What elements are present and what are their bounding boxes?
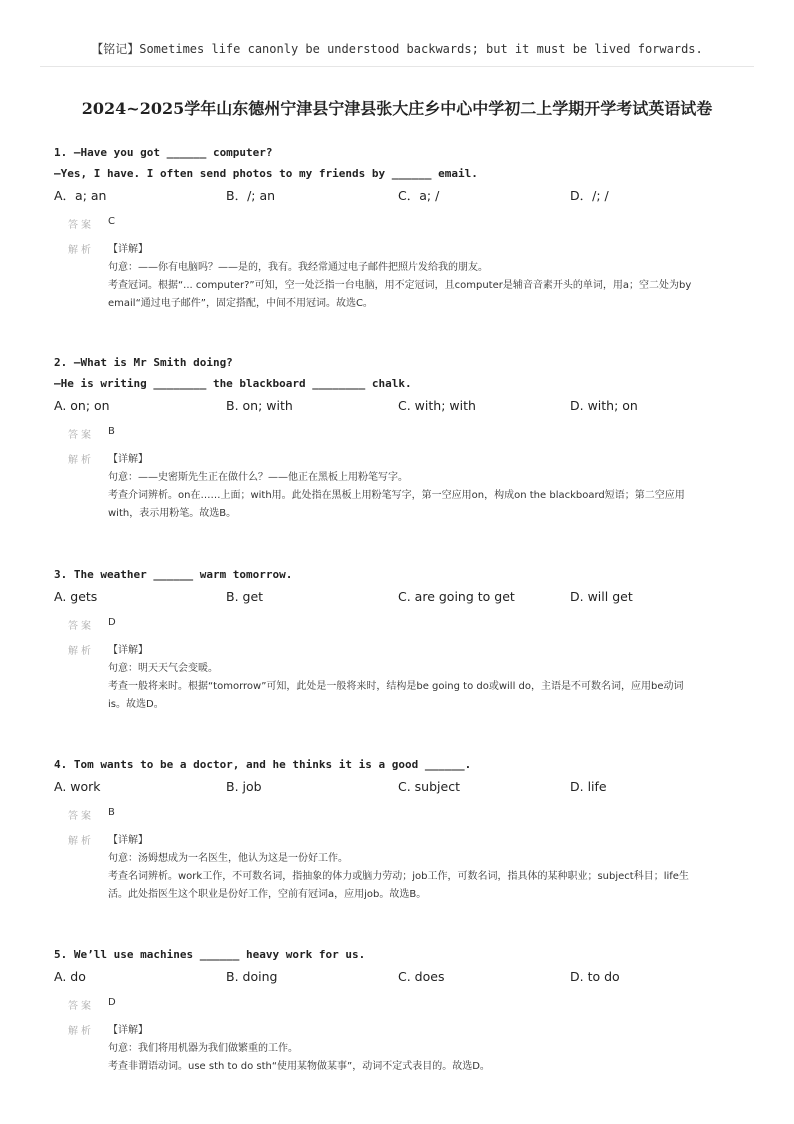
- analysis-line: 考查名词辨析。work工作，不可数名词，指抽象的体力或脑力劳动；job工作，可数名词，指具体的某种职业；subject科目；life生: [108, 871, 689, 882]
- analysis-row: [68, 642, 744, 714]
- analysis-line: 句意：——史密斯先生正在做什么？——他正在黑板上用粉笔写字。: [108, 472, 408, 483]
- answer-value: D: [108, 617, 116, 628]
- analysis-body: [108, 642, 718, 714]
- answer-row: [68, 807, 744, 822]
- option-a: A. on; on: [54, 397, 110, 413]
- analysis-body: [108, 451, 718, 523]
- answer-row: [68, 617, 744, 632]
- analysis-row: [68, 451, 744, 523]
- page-title: 2024~2025学年山东德州宁津县宁津县张大庄乡中心中学初二上学期开学考试英语试卷: [81, 99, 713, 118]
- analysis-line: 句意：——你有电脑吗？——是的，我有。我经常通过电子邮件把照片发给我的朋友。: [108, 262, 488, 273]
- analysis-line: with，表示用粉笔。故选B。: [108, 508, 237, 519]
- analysis-line: 考查非谓语动词。use sth to do sth“使用某物做某事”，动词不定式表目的。故选D。: [108, 1061, 490, 1072]
- analysis-line: 句意：明天天气会变暖。: [108, 663, 218, 674]
- header-divider: [40, 66, 754, 67]
- analysis-label: 解析: [68, 1026, 94, 1037]
- option-a: A．a; an: [54, 188, 107, 203]
- question-3: [54, 564, 744, 714]
- question-stem-line: 2. —What is Mr Smith doing?: [54, 356, 233, 369]
- analysis-line: 句意：我们将用机器为我们做繁重的工作。: [108, 1043, 298, 1054]
- analysis-line: 考查介词辨析。on在……上面；with用。此处指在黑板上用粉笔写字，第一空应用on，构成on the blackboard短语；第二空应用: [108, 490, 685, 501]
- analysis-label: 解析: [68, 836, 94, 847]
- analysis-line: 活。此处指医生这个职业是份好工作，空前有冠词a，应用job。故选B。: [108, 889, 427, 900]
- option-c: C．a; /: [398, 188, 440, 203]
- question-stem-line: 1. —Have you got ______ computer?: [54, 146, 273, 159]
- question-stem-line: —Yes, I have. I often send photos to my friends by ______ email.: [54, 167, 478, 180]
- analysis-line: 句意：汤姆想成为一名医生，他认为这是一份好工作。: [108, 853, 348, 864]
- question-5: [54, 944, 744, 1076]
- option-b: B. on; with: [226, 397, 293, 413]
- option-b: B. doing: [226, 968, 278, 984]
- options-row: [54, 585, 744, 607]
- analysis-label: 解析: [68, 455, 94, 466]
- option-a: A. do: [54, 968, 86, 984]
- options-row: [54, 965, 744, 987]
- analysis-line: 考查一般将来时。根据“tomorrow”可知，此处是一般将来时，结构是be going to do或will do，主语是不可数名词，应用be动词: [108, 681, 684, 692]
- options-row: [54, 184, 744, 206]
- analysis-row: [68, 832, 744, 904]
- option-d: D．/; /: [570, 188, 609, 203]
- option-c: C. subject: [398, 778, 460, 794]
- answer-label: 答案: [68, 220, 94, 231]
- question-4: [54, 754, 744, 904]
- analysis-line: 【详解】: [108, 645, 148, 656]
- question-stem-line: —He is writing ________ the blackboard ________ chalk.: [54, 377, 412, 390]
- option-c: C. with; with: [398, 397, 476, 413]
- analysis-body: [108, 1022, 718, 1076]
- question-1: [54, 142, 744, 313]
- answer-value: B: [108, 426, 115, 437]
- option-b: B. job: [226, 778, 262, 794]
- analysis-line: email“通过电子邮件”，固定搭配，中间不用冠词。故选C。: [108, 298, 373, 309]
- options-row: [54, 394, 744, 416]
- question-stem-line: 4. Tom wants to be a doctor, and he thinks it is a good ______.: [54, 758, 472, 771]
- analysis-line: 【详解】: [108, 1025, 148, 1036]
- analysis-line: 【详解】: [108, 244, 148, 255]
- answer-row: [68, 997, 744, 1012]
- question-2: [54, 352, 744, 523]
- option-d: D. to do: [570, 968, 620, 984]
- option-b: B．/; an: [226, 188, 276, 203]
- analysis-label: 解析: [68, 646, 94, 657]
- analysis-line: is。故选D。: [108, 699, 164, 710]
- analysis-row: [68, 1022, 744, 1076]
- analysis-label: 解析: [68, 245, 94, 256]
- answer-row: [68, 426, 744, 441]
- answer-value: D: [108, 997, 116, 1008]
- analysis-body: [108, 832, 718, 904]
- analysis-line: 【详解】: [108, 454, 148, 465]
- analysis-row: [68, 241, 744, 313]
- question-stem-line: 3. The weather ______ warm tomorrow.: [54, 568, 293, 581]
- question-stem-line: 5. We’ll use machines ______ heavy work for us.: [54, 948, 366, 961]
- answer-value: B: [108, 807, 115, 818]
- option-a: A. work: [54, 778, 101, 794]
- answer-value: C: [108, 216, 115, 227]
- analysis-line: 考查冠词。根据“... computer?”可知，空一处泛指一台电脑，用不定冠词，且computer是辅音音素开头的单词，用a；空二处为by: [108, 280, 692, 291]
- answer-label: 答案: [68, 811, 94, 822]
- answer-label: 答案: [68, 621, 94, 632]
- analysis-body: [108, 241, 718, 313]
- motto: 【铭记】Sometimes life canonly be understood backwards; but it must be lived forwards.: [91, 42, 703, 56]
- option-d: D. will get: [570, 588, 633, 604]
- option-d: D. with; on: [570, 397, 638, 413]
- answer-label: 答案: [68, 430, 94, 441]
- option-c: C. does: [398, 968, 445, 984]
- option-b: B. get: [226, 588, 264, 604]
- option-c: C. are going to get: [398, 588, 515, 604]
- answer-label: 答案: [68, 1001, 94, 1012]
- analysis-line: 【详解】: [108, 835, 148, 846]
- options-row: [54, 775, 744, 797]
- option-a: A. gets: [54, 588, 98, 604]
- answer-row: [68, 216, 744, 231]
- option-d: D. life: [570, 778, 607, 794]
